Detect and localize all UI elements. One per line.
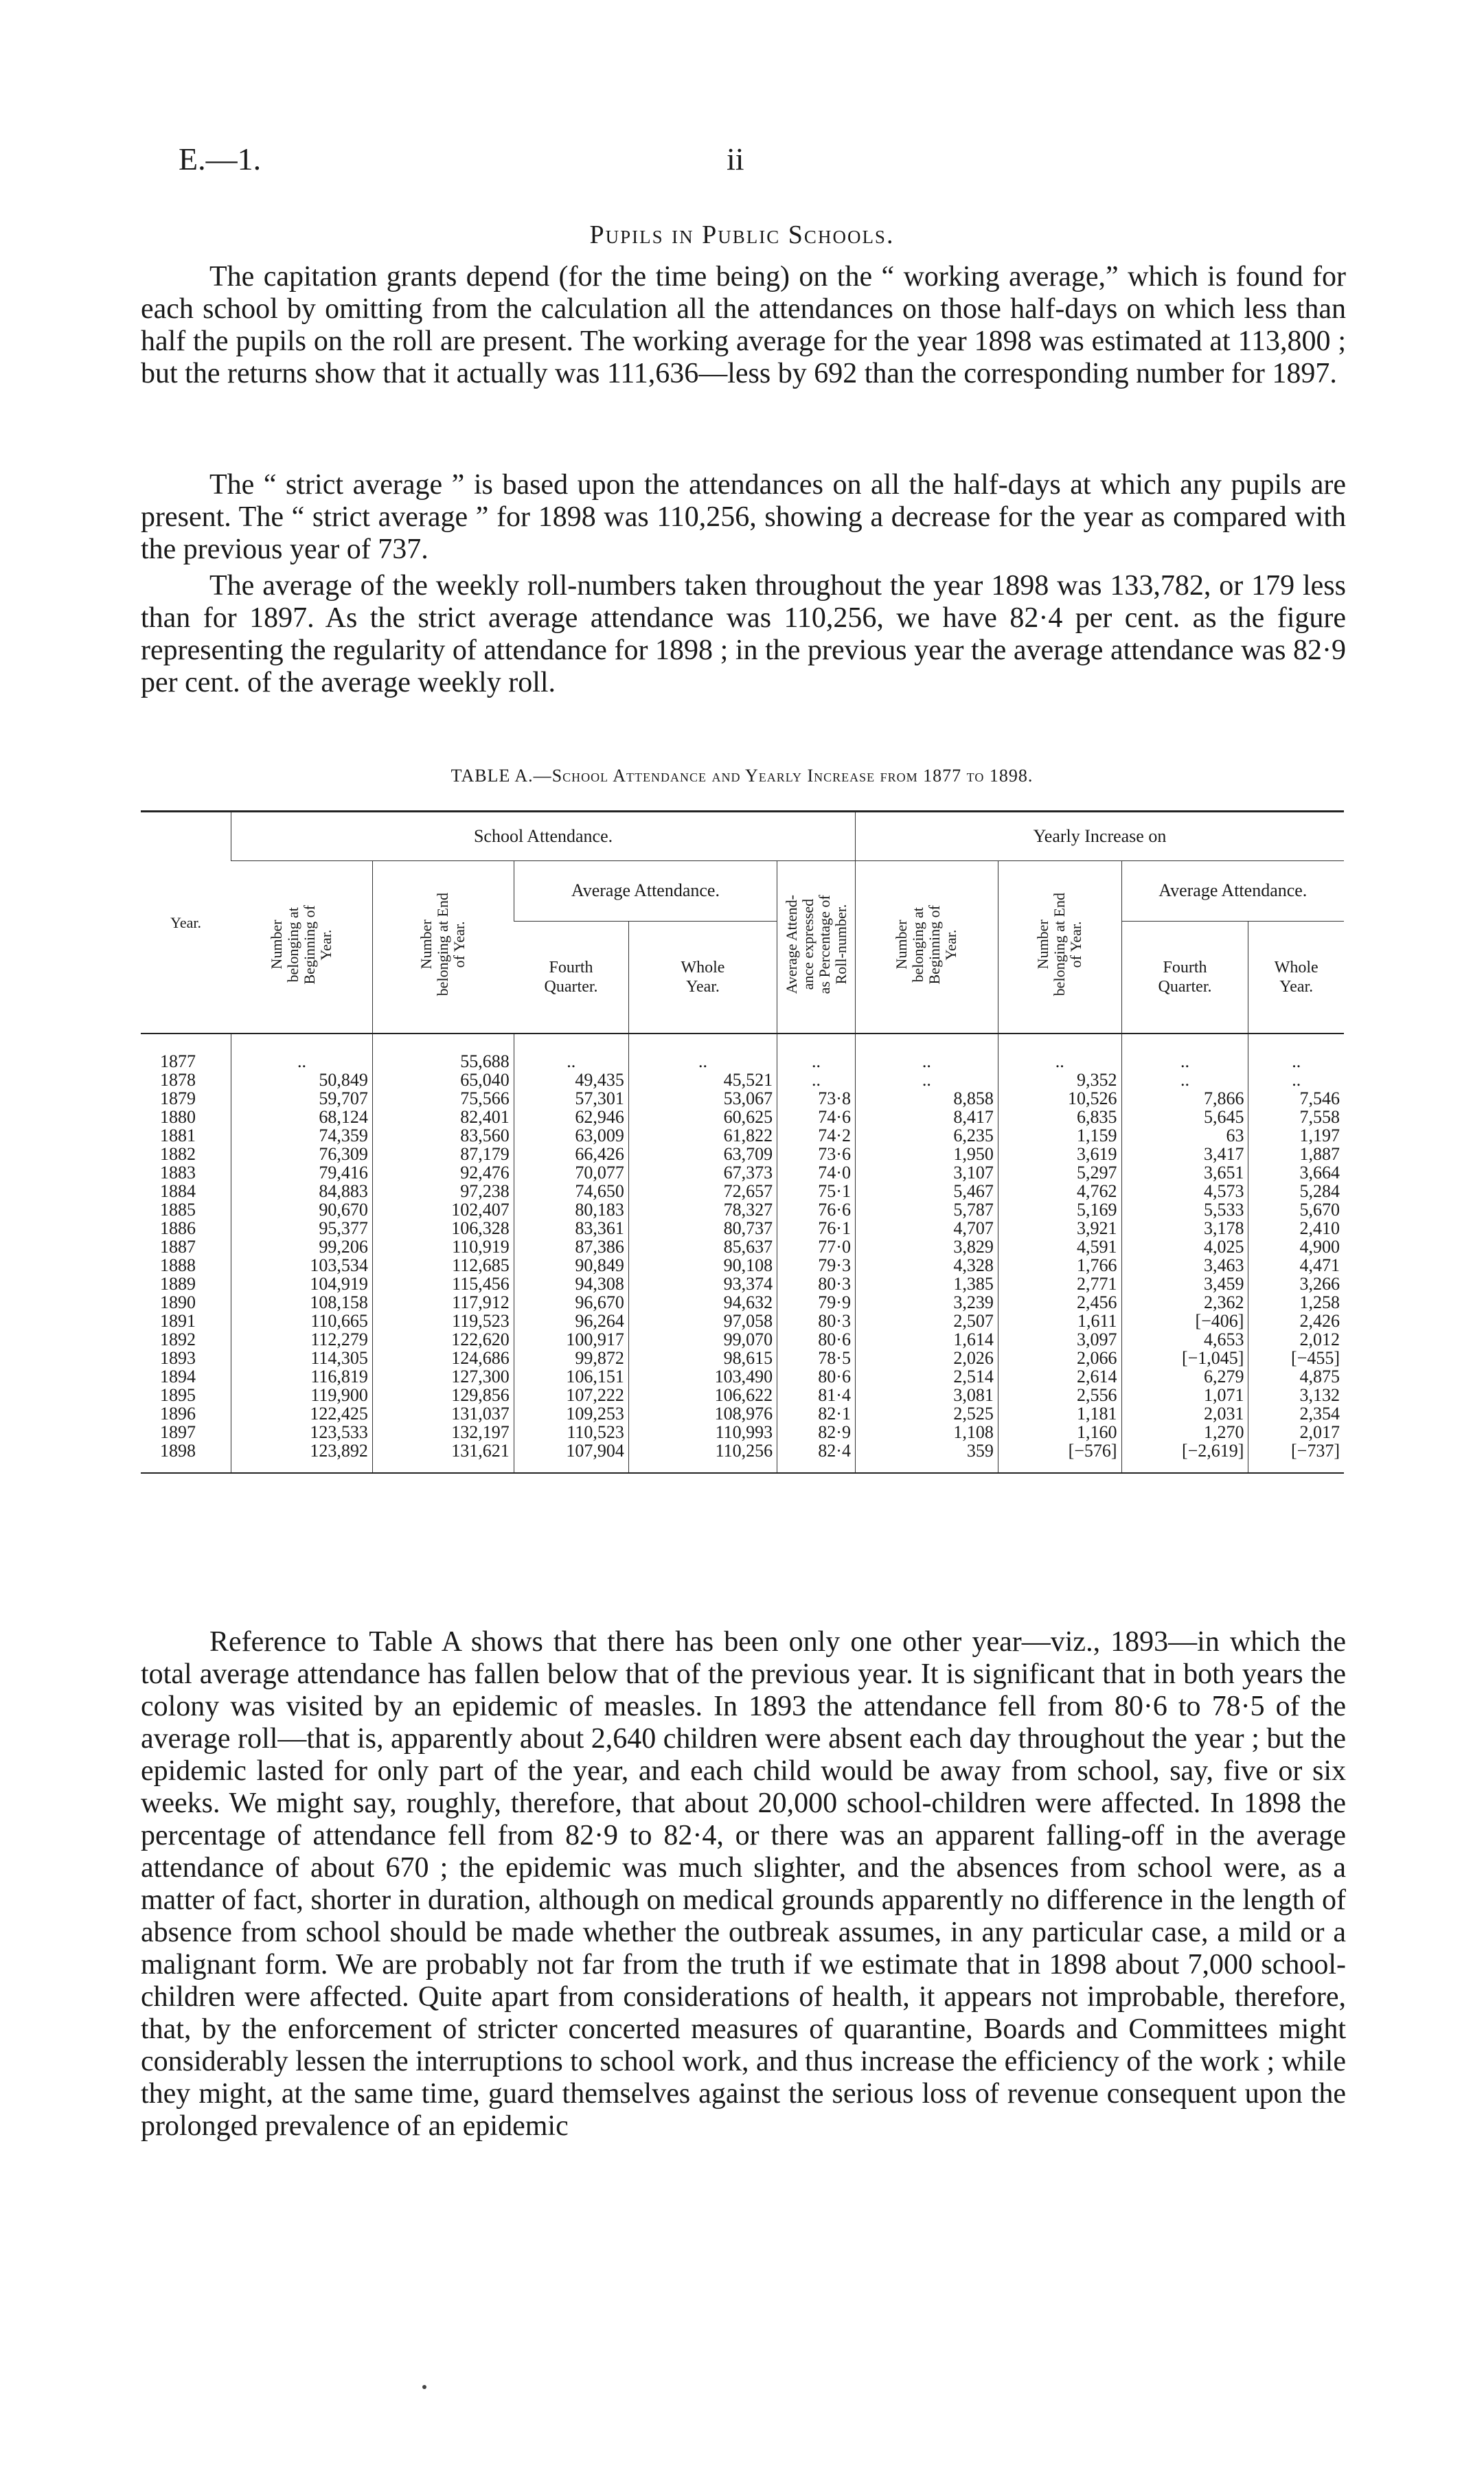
table-cell: 127,300 bbox=[372, 1367, 514, 1386]
col-beginning-header: Number belonging at Beginning of Year. bbox=[268, 904, 335, 985]
table-caption: TABLE A.—School Attendance and Yearly Increase from 1877 to 1898. bbox=[450, 766, 1034, 786]
table-cell: 97,058 bbox=[628, 1312, 777, 1330]
table-cell: 80·3 bbox=[777, 1275, 856, 1293]
table-cell: 5,787 bbox=[855, 1200, 998, 1219]
table-cell: 3,651 bbox=[1121, 1163, 1248, 1182]
table-cell: 83,361 bbox=[514, 1219, 628, 1237]
year-header: Year. bbox=[170, 913, 201, 931]
table-cell: 75,566 bbox=[372, 1089, 514, 1108]
yearly-increase-header: Yearly Increase on bbox=[855, 812, 1344, 861]
table-cell: 1,611 bbox=[998, 1312, 1121, 1330]
row-year: 1883 bbox=[160, 1163, 196, 1183]
table-cell: 49,435 bbox=[514, 1071, 628, 1089]
table-cell: 59,707 bbox=[231, 1089, 373, 1108]
table-cell: 1,887 bbox=[1248, 1145, 1344, 1163]
table-cell: 3,829 bbox=[855, 1237, 998, 1256]
table-cell: 3,463 bbox=[1121, 1256, 1248, 1275]
table-cell: 1,385 bbox=[855, 1275, 998, 1293]
table-cell: 2,066 bbox=[998, 1349, 1121, 1367]
table-cell: 1,614 bbox=[855, 1330, 998, 1349]
table-cell: .. bbox=[1248, 1071, 1344, 1089]
table-cell: 90,849 bbox=[514, 1256, 628, 1275]
table-cell: 3,266 bbox=[1248, 1275, 1344, 1293]
table-cell: 45,521 bbox=[628, 1071, 777, 1089]
table-cell: 106,151 bbox=[514, 1367, 628, 1386]
table-cell: 5,533 bbox=[1121, 1200, 1248, 1219]
table-cell: 74·0 bbox=[777, 1163, 856, 1182]
table-cell: 110,665 bbox=[231, 1312, 373, 1330]
table-cell: 3,178 bbox=[1121, 1219, 1248, 1237]
table-cell: [−2,619] bbox=[1121, 1441, 1248, 1473]
table-cell: 67,373 bbox=[628, 1163, 777, 1182]
table-cell: [−406] bbox=[1121, 1312, 1248, 1330]
table-cell: 106,622 bbox=[628, 1386, 777, 1404]
table-cell: 77·0 bbox=[777, 1237, 856, 1256]
table-cell: 7,546 bbox=[1248, 1089, 1344, 1108]
table-row bbox=[141, 1219, 1344, 1237]
table-cell: 3,239 bbox=[855, 1293, 998, 1312]
table-cell: 63,009 bbox=[514, 1126, 628, 1145]
table-row bbox=[141, 1108, 1344, 1126]
row-year: 1879 bbox=[160, 1088, 196, 1108]
table-cell: 110,256 bbox=[628, 1441, 777, 1473]
table-cell: 8,417 bbox=[855, 1108, 998, 1126]
table-row bbox=[141, 1256, 1344, 1275]
table-row bbox=[141, 1163, 1344, 1182]
table-cell: 5,645 bbox=[1121, 1108, 1248, 1126]
table-cell: 2,012 bbox=[1248, 1330, 1344, 1349]
table-cell: 4,471 bbox=[1248, 1256, 1344, 1275]
table-row bbox=[141, 1182, 1344, 1200]
table-cell: 3,664 bbox=[1248, 1163, 1344, 1182]
table-cell: 4,900 bbox=[1248, 1237, 1344, 1256]
table-cell: 76·1 bbox=[777, 1219, 856, 1237]
table-cell: 92,476 bbox=[372, 1163, 514, 1182]
table-cell: 107,904 bbox=[514, 1441, 628, 1473]
page-mark bbox=[422, 2385, 426, 2389]
table-cell: 81·4 bbox=[777, 1386, 856, 1404]
table-cell: 53,067 bbox=[628, 1089, 777, 1108]
table-cell: 8,858 bbox=[855, 1089, 998, 1108]
table-cell: 5,169 bbox=[998, 1200, 1121, 1219]
table-cell: 102,407 bbox=[372, 1200, 514, 1219]
table-cell: 3,097 bbox=[998, 1330, 1121, 1349]
table-cell: 82·4 bbox=[777, 1441, 856, 1473]
table-row bbox=[141, 1145, 1344, 1163]
table-cell: 112,279 bbox=[231, 1330, 373, 1349]
row-year: 1888 bbox=[160, 1255, 196, 1275]
table-cell: 359 bbox=[855, 1441, 998, 1473]
row-year: 1891 bbox=[160, 1311, 196, 1331]
table-cell: 4,328 bbox=[855, 1256, 998, 1275]
table-cell: 4,591 bbox=[998, 1237, 1121, 1256]
table-cell: 2,026 bbox=[855, 1349, 998, 1367]
table-cell: 7,866 bbox=[1121, 1089, 1248, 1108]
row-year: 1889 bbox=[160, 1274, 196, 1294]
row-year: 1877 bbox=[160, 1051, 196, 1071]
table-cell: 82·9 bbox=[777, 1423, 856, 1441]
row-year: 1896 bbox=[160, 1404, 196, 1424]
table-row bbox=[141, 1237, 1344, 1256]
table-cell: 119,900 bbox=[231, 1386, 373, 1404]
table-cell: 80·3 bbox=[777, 1312, 856, 1330]
row-year: 1895 bbox=[160, 1385, 196, 1405]
inc-whole-year-header: Whole Year. bbox=[1248, 921, 1344, 1034]
col-end-header: Number belonging at End of Year. bbox=[372, 861, 514, 1034]
table-cell: 93,374 bbox=[628, 1275, 777, 1293]
table-cell: 3,081 bbox=[855, 1386, 998, 1404]
table-cell: 6,235 bbox=[855, 1126, 998, 1145]
table-cell: 119,523 bbox=[372, 1312, 514, 1330]
table-cell: 87,386 bbox=[514, 1237, 628, 1256]
table-cell: 4,762 bbox=[998, 1182, 1121, 1200]
col-inc-beginning-header: Number belonging at Beginning of Year. bbox=[855, 861, 998, 1034]
table-row bbox=[141, 1275, 1344, 1293]
section-title: Pupils in Public Schools. bbox=[589, 220, 895, 249]
table-row bbox=[141, 1404, 1344, 1423]
col-inc-end-header: Number belonging at End of Year. bbox=[998, 861, 1121, 1034]
table-cell: 99,206 bbox=[231, 1237, 373, 1256]
table-cell: 10,526 bbox=[998, 1089, 1121, 1108]
table-cell: 2,362 bbox=[1121, 1293, 1248, 1312]
table-cell: .. bbox=[1248, 1034, 1344, 1071]
row-year: 1894 bbox=[160, 1367, 196, 1386]
table-row bbox=[141, 1312, 1344, 1330]
table-cell: 3,107 bbox=[855, 1163, 998, 1182]
table-cell: 83,560 bbox=[372, 1126, 514, 1145]
table-cell: 122,425 bbox=[231, 1404, 373, 1423]
table-cell: 80·6 bbox=[777, 1367, 856, 1386]
table-cell: 50,849 bbox=[231, 1071, 373, 1089]
row-year: 1897 bbox=[160, 1422, 196, 1442]
table-cell: 2,456 bbox=[998, 1293, 1121, 1312]
table-row bbox=[141, 1071, 1344, 1089]
table-cell: 132,197 bbox=[372, 1423, 514, 1441]
table-cell: 109,253 bbox=[514, 1404, 628, 1423]
table-cell: 2,017 bbox=[1248, 1423, 1344, 1441]
table-row bbox=[141, 1330, 1344, 1349]
table-cell: 1,181 bbox=[998, 1404, 1121, 1423]
row-year: 1886 bbox=[160, 1218, 196, 1238]
row-year: 1881 bbox=[160, 1126, 196, 1145]
table-cell: 114,305 bbox=[231, 1349, 373, 1367]
row-year: 1898 bbox=[160, 1441, 196, 1461]
row-year: 1892 bbox=[160, 1329, 196, 1349]
table-row bbox=[141, 1034, 1344, 1071]
table-cell: 106,328 bbox=[372, 1219, 514, 1237]
table-cell: 104,919 bbox=[231, 1275, 373, 1293]
table-row bbox=[141, 1423, 1344, 1441]
table-cell: 60,625 bbox=[628, 1108, 777, 1126]
table-cell: 63 bbox=[1121, 1126, 1248, 1145]
row-year: 1884 bbox=[160, 1181, 196, 1201]
table-cell: 78·5 bbox=[777, 1349, 856, 1367]
table-cell: 73·6 bbox=[777, 1145, 856, 1163]
table-cell: 95,377 bbox=[231, 1219, 373, 1237]
table-cell: 80,737 bbox=[628, 1219, 777, 1237]
inc-avg-attendance-header: Average Attendance. bbox=[1121, 861, 1344, 922]
table-cell: 123,533 bbox=[231, 1423, 373, 1441]
table-cell: 2,525 bbox=[855, 1404, 998, 1423]
table-cell: 79·9 bbox=[777, 1293, 856, 1312]
table-cell: 131,037 bbox=[372, 1404, 514, 1423]
table-cell: 107,222 bbox=[514, 1386, 628, 1404]
table-cell: 4,025 bbox=[1121, 1237, 1248, 1256]
table-cell: 112,685 bbox=[372, 1256, 514, 1275]
table-cell: 5,297 bbox=[998, 1163, 1121, 1182]
table-cell: 98,615 bbox=[628, 1349, 777, 1367]
table-row bbox=[141, 1293, 1344, 1312]
table-cell: 1,108 bbox=[855, 1423, 998, 1441]
table-cell: 55,688 bbox=[372, 1034, 514, 1071]
table-cell: 82·1 bbox=[777, 1404, 856, 1423]
table-cell: 110,919 bbox=[372, 1237, 514, 1256]
table-cell: 4,875 bbox=[1248, 1367, 1344, 1386]
table-cell: 116,819 bbox=[231, 1367, 373, 1386]
table-row bbox=[141, 1367, 1344, 1386]
table-cell: 68,124 bbox=[231, 1108, 373, 1126]
table-cell: 87,179 bbox=[372, 1145, 514, 1163]
table-cell: 82,401 bbox=[372, 1108, 514, 1126]
table-row bbox=[141, 1349, 1344, 1367]
table-cell: 129,856 bbox=[372, 1386, 514, 1404]
table-cell: 9,352 bbox=[998, 1071, 1121, 1089]
table-cell: 62,946 bbox=[514, 1108, 628, 1126]
table-cell: 123,892 bbox=[231, 1441, 373, 1473]
table-cell: 4,653 bbox=[1121, 1330, 1248, 1349]
table-cell: 124,686 bbox=[372, 1349, 514, 1367]
table-cell: 103,490 bbox=[628, 1367, 777, 1386]
table-cell: 117,912 bbox=[372, 1293, 514, 1312]
table-cell: 2,426 bbox=[1248, 1312, 1344, 1330]
table-cell: .. bbox=[777, 1071, 856, 1089]
avg-attendance-header: Average Attendance. bbox=[514, 861, 777, 922]
table-cell: 2,771 bbox=[998, 1275, 1121, 1293]
table-cell: 72,657 bbox=[628, 1182, 777, 1200]
table-cell: 90,670 bbox=[231, 1200, 373, 1219]
table-row bbox=[141, 1441, 1344, 1473]
table-cell: 75·1 bbox=[777, 1182, 856, 1200]
table-cell: 3,619 bbox=[998, 1145, 1121, 1163]
row-year: 1880 bbox=[160, 1107, 196, 1127]
row-year: 1878 bbox=[160, 1070, 196, 1090]
table-cell: 7,558 bbox=[1248, 1108, 1344, 1126]
table-cell: 79,416 bbox=[231, 1163, 373, 1182]
table-cell: 1,197 bbox=[1248, 1126, 1344, 1145]
table-cell: 3,417 bbox=[1121, 1145, 1248, 1163]
table-cell: 84,883 bbox=[231, 1182, 373, 1200]
table-cell: 74,650 bbox=[514, 1182, 628, 1200]
table-cell: 110,993 bbox=[628, 1423, 777, 1441]
table-cell: 76,309 bbox=[231, 1145, 373, 1163]
table-cell: 1,766 bbox=[998, 1256, 1121, 1275]
table-cell: 57,301 bbox=[514, 1089, 628, 1108]
table-cell: 94,632 bbox=[628, 1293, 777, 1312]
table-cell: 2,514 bbox=[855, 1367, 998, 1386]
table-cell: .. bbox=[231, 1034, 373, 1071]
fourth-quarter-header: Fourth Quarter. bbox=[544, 958, 598, 996]
table-cell: 103,534 bbox=[231, 1256, 373, 1275]
table-cell: 1,258 bbox=[1248, 1293, 1344, 1312]
table-cell: .. bbox=[855, 1034, 998, 1071]
table-cell: 2,031 bbox=[1121, 1404, 1248, 1423]
table-cell: 2,410 bbox=[1248, 1219, 1344, 1237]
table-cell: 131,621 bbox=[372, 1441, 514, 1473]
table-cell: 97,238 bbox=[372, 1182, 514, 1200]
table-cell: 115,456 bbox=[372, 1275, 514, 1293]
table-cell: 5,670 bbox=[1248, 1200, 1344, 1219]
paragraph-strict-average: The “ strict average ” is based upon the attendances on all the half-days at which any pupils are present. The “ strict average ” for 1898 was 110,256, showing a decrease for the year as compared with the previous year of 737. bbox=[141, 469, 1346, 565]
table-a bbox=[141, 810, 1344, 1474]
table-cell: 74,359 bbox=[231, 1126, 373, 1145]
page-number: ii bbox=[727, 141, 744, 176]
table-cell: .. bbox=[628, 1034, 777, 1071]
table-cell: 90,108 bbox=[628, 1256, 777, 1275]
table-cell: 85,637 bbox=[628, 1237, 777, 1256]
table-cell: 96,264 bbox=[514, 1312, 628, 1330]
table-cell: 63,709 bbox=[628, 1145, 777, 1163]
table-cell: 1,071 bbox=[1121, 1386, 1248, 1404]
table-cell: 1,159 bbox=[998, 1126, 1121, 1145]
table-cell: 4,707 bbox=[855, 1219, 998, 1237]
table-row bbox=[141, 1200, 1344, 1219]
table-cell: 3,459 bbox=[1121, 1275, 1248, 1293]
table-cell: 73·8 bbox=[777, 1089, 856, 1108]
whole-year-header: Whole Year. bbox=[628, 921, 777, 1034]
table-cell: [−576] bbox=[998, 1441, 1121, 1473]
col-percentage-header: Average Attend- ance expressed as Percentage of Roll-number. bbox=[777, 861, 856, 1034]
school-attendance-header: School Attendance. bbox=[231, 812, 856, 861]
table-cell: 2,556 bbox=[998, 1386, 1121, 1404]
table-cell: 65,040 bbox=[372, 1071, 514, 1089]
table-cell: 3,132 bbox=[1248, 1386, 1344, 1404]
table-cell: 100,917 bbox=[514, 1330, 628, 1349]
table-cell: 2,614 bbox=[998, 1367, 1121, 1386]
table-cell: 94,308 bbox=[514, 1275, 628, 1293]
row-year: 1893 bbox=[160, 1348, 196, 1368]
table-cell: 3,921 bbox=[998, 1219, 1121, 1237]
table-cell: 76·6 bbox=[777, 1200, 856, 1219]
table-cell: 4,573 bbox=[1121, 1182, 1248, 1200]
table-cell: 74·6 bbox=[777, 1108, 856, 1126]
table-cell: [−455] bbox=[1248, 1349, 1344, 1367]
table-cell: 1,160 bbox=[998, 1423, 1121, 1441]
table-cell: 80·6 bbox=[777, 1330, 856, 1349]
paragraph-working-average: The capitation grants depend (for the time being) on the “ working average,” which is found for each school by omitting from the calculation all the attendances on those half-days on which less than half the pupils on the roll are present. The working average for the year 1898 was estimated at 113,800 ; but the returns show that it actually was 111,636—less by 692 than the corresponding number for 1897. bbox=[141, 261, 1346, 389]
table-cell: 99,872 bbox=[514, 1349, 628, 1367]
table-cell: 66,426 bbox=[514, 1145, 628, 1163]
table-row bbox=[141, 1089, 1344, 1108]
table-cell: 61,822 bbox=[628, 1126, 777, 1145]
table-cell: 2,507 bbox=[855, 1312, 998, 1330]
table-cell: .. bbox=[998, 1034, 1121, 1071]
table-cell: 6,279 bbox=[1121, 1367, 1248, 1386]
table-cell: [−737] bbox=[1248, 1441, 1344, 1473]
inc-fourth-quarter-header: Fourth Quarter. bbox=[1121, 921, 1248, 1034]
table-cell: .. bbox=[1121, 1034, 1248, 1071]
table-cell: .. bbox=[1121, 1071, 1248, 1089]
table-cell: 5,284 bbox=[1248, 1182, 1344, 1200]
table-cell: 78,327 bbox=[628, 1200, 777, 1219]
table-cell: 80,183 bbox=[514, 1200, 628, 1219]
table-cell: 108,976 bbox=[628, 1404, 777, 1423]
table-cell: 1,270 bbox=[1121, 1423, 1248, 1441]
table-cell: 2,354 bbox=[1248, 1404, 1344, 1423]
table-row bbox=[141, 1386, 1344, 1404]
row-year: 1887 bbox=[160, 1237, 196, 1257]
table-cell: 74·2 bbox=[777, 1126, 856, 1145]
paragraph-weekly-roll: The average of the weekly roll-numbers taken throughout the year 1898 was 133,782, or 179 less than for 1897. As the strict average attendance was 110,256, we have 82·4 per cent. as the figure representing the regularity of attendance for 1898 ; in the previous year the average attendance was 82·9 per cent. of the average weekly roll. bbox=[141, 570, 1346, 698]
table-cell: [−1,045] bbox=[1121, 1349, 1248, 1367]
table-cell: 96,670 bbox=[514, 1293, 628, 1312]
table-cell: 99,070 bbox=[628, 1330, 777, 1349]
row-year: 1885 bbox=[160, 1200, 196, 1220]
table-cell: 6,835 bbox=[998, 1108, 1121, 1126]
row-year: 1882 bbox=[160, 1144, 196, 1164]
paragraph-epidemic: Reference to Table A shows that there has been only one other year—viz., 1893—in which the total average attendance has fallen below that of the previous year. It is significant that in both years the colony was visited by an epidemic of measles. In 1893 the attendance fell from 80·6 to 78·5 of the average roll—that is, apparently about 2,640 children were absent each day throughout the year ; but the epidemic lasted for only part of the year, and each child would be away from school, say, five or six weeks. We might say, roughly, therefore, that about 20,000 school-children were affected. In 1898 the percentage of attendance fell from 82·9 to 82·4, or there was an apparent falling-off in the average attendance of about 670 ; the epidemic was much slighter, and the absences from school were, as a matter of fact, shorter in duration, although on medical grounds apparently no difference in the length of absence from school should be made whether the outbreak assumes, in any particular case, a mild or a malignant form. We are probably not far from the truth if we estimate that in 1898 about 7,000 school-children were affected. Quite apart from considerations of health, it appears not improbable, therefore, that, by the enforcement of stricter concerted measures of quarantine, Boards and Committees might considerably lessen the interruptions to school work, and thus increase the efficiency of the work ; while they might, at the same time, guard themselves against the serious loss of revenue consequent upon the prolonged prevalence of an epidemic bbox=[141, 1626, 1346, 2142]
table-cell: 70,077 bbox=[514, 1163, 628, 1182]
table-cell: .. bbox=[514, 1034, 628, 1071]
table-cell: .. bbox=[777, 1034, 856, 1071]
table-cell: 1,950 bbox=[855, 1145, 998, 1163]
row-year: 1890 bbox=[160, 1292, 196, 1312]
table-cell: 122,620 bbox=[372, 1330, 514, 1349]
table-cell: .. bbox=[855, 1071, 998, 1089]
table-row bbox=[141, 1126, 1344, 1145]
table-cell: 110,523 bbox=[514, 1423, 628, 1441]
report-code: E.—1. bbox=[179, 141, 262, 176]
table-cell: 5,467 bbox=[855, 1182, 998, 1200]
table-cell: 79·3 bbox=[777, 1256, 856, 1275]
table-cell: 108,158 bbox=[231, 1293, 373, 1312]
